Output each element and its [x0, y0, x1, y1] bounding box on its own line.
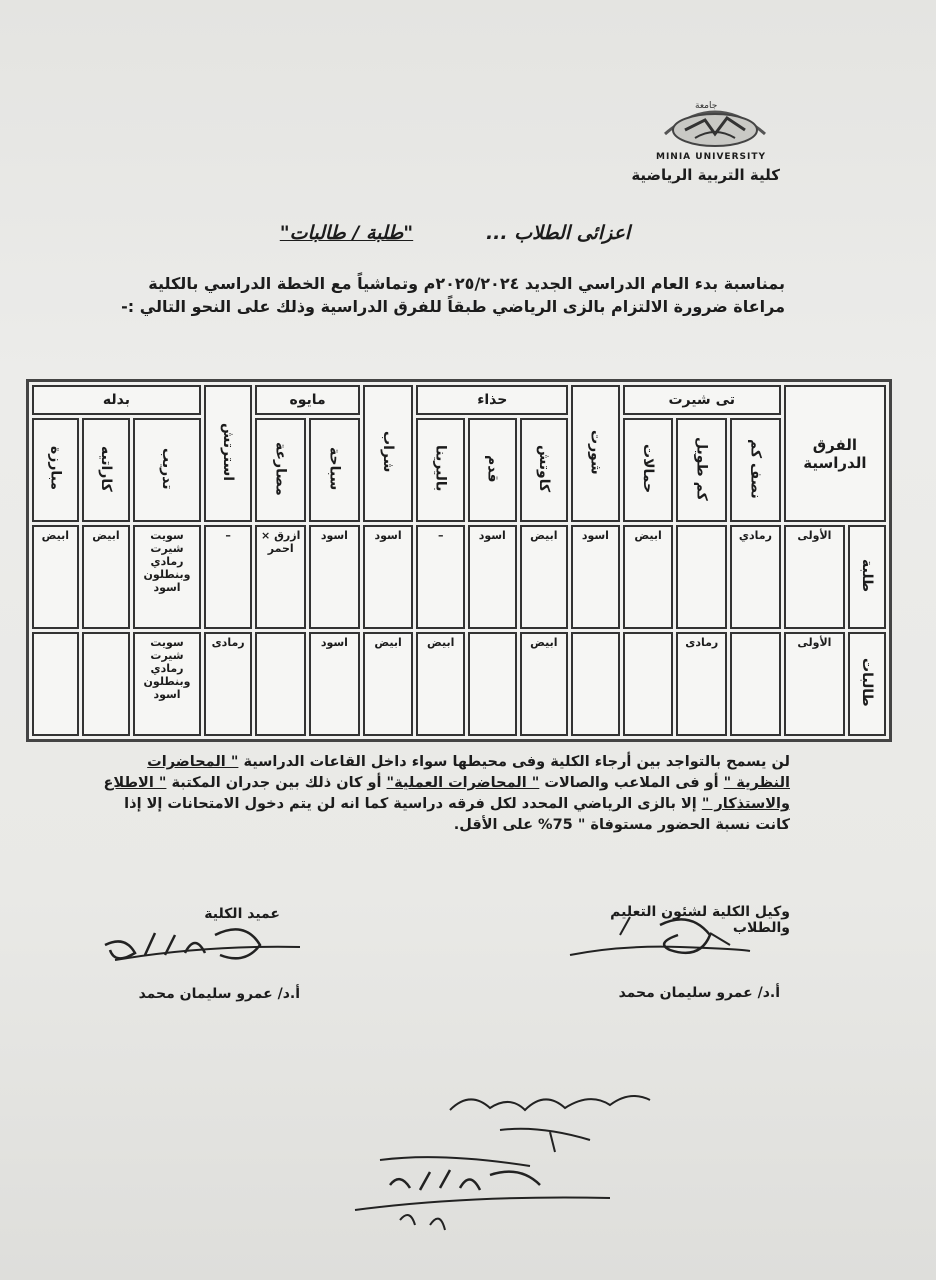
col-training: تدريب — [133, 418, 201, 522]
university-logo — [655, 96, 775, 158]
header-shorts: شورت — [571, 385, 620, 522]
cell: اسود — [309, 632, 360, 736]
rules-text-4: إلا بالزى الرياضي المحدد لكل فرقه دراسية كما انه لن يتم دخول الامتحانات إلا إذا كانت نسبة الحضور مستوفاة " 75% على الأقل. — [124, 796, 790, 833]
table-row — [32, 632, 886, 736]
col-fencing: مبارزة — [32, 418, 79, 522]
col-ballerina: باليرينا — [416, 418, 465, 522]
cell: ابيض — [363, 632, 414, 736]
rules-text-1: لن يسمح بالتواجد بين أرجاء الكلية وفى محيطها سواء داخل القاعات الدراسية — [243, 754, 790, 770]
header-tracksuit: استرتش — [204, 385, 253, 522]
uniform-table — [26, 379, 892, 742]
intro-paragraph: بمناسبة بدء العام الدراسي الجديد ٢٠٢٥/٢٠٢٤م وتماشياً مع الخطة الدراسي بالكلية مراعاة ضرورة الالتزام بالزى الرياضي طبقاً للفرق الدراسية وذلك على النحو التالي :- — [121, 274, 785, 316]
svg-text:جامعة: جامعة — [695, 101, 718, 111]
rules-paragraph — [100, 752, 790, 836]
vice-dean-role: وكيل الكلية لشئون التعليم والطلاب — [610, 904, 790, 936]
header-swimsuit: مايوه — [255, 385, 359, 415]
rules-text-2: أو فى الملاعب والصالات — [544, 775, 719, 791]
row-label-male: طلبة — [848, 525, 886, 629]
cell: ابيض — [32, 525, 79, 629]
cell: رمادى — [204, 632, 253, 736]
cell: ابيض — [520, 632, 569, 736]
cell — [468, 632, 517, 736]
salutation-prefix: اعزائى الطلاب ... — [485, 222, 631, 244]
dean-signature — [95, 915, 315, 995]
col-sneakers: كاوتش — [520, 418, 569, 522]
rules-library: " الاطلاع والاستذكار " — [103, 775, 790, 812]
cell: اسود — [468, 525, 517, 629]
cell — [730, 632, 781, 736]
cell: – — [416, 525, 465, 629]
cell: رمادي — [730, 525, 781, 629]
cell: اسود — [363, 525, 414, 629]
row-year: الأولى — [784, 525, 845, 629]
table-row — [32, 525, 886, 629]
rules-theory: " المحاضرات النظرية " — [147, 754, 790, 791]
faculty-name: كلية التربية الرياضية — [631, 166, 780, 184]
salutation — [240, 222, 670, 244]
header-suit: بدله — [32, 385, 201, 415]
cell: ابيض — [520, 525, 569, 629]
cell: ابيض — [416, 632, 465, 736]
cell: ابيض — [623, 525, 674, 629]
handwritten-note — [350, 1080, 670, 1240]
col-long-sleeve: كم طويل — [676, 418, 727, 522]
university-logo-text: MINIA UNIVERSITY — [655, 152, 766, 162]
cell — [255, 632, 306, 736]
col-sleeveless: حمالات — [623, 418, 674, 522]
vice-dean-signature — [560, 905, 760, 975]
cell: اسود — [309, 525, 360, 629]
header-tshirt: تى شيرت — [623, 385, 781, 415]
header-socks: شراب — [363, 385, 414, 522]
cell — [82, 632, 131, 736]
header-classes: الفرق الدراسية — [784, 385, 886, 522]
cell — [32, 632, 79, 736]
col-socks: قدم — [468, 418, 517, 522]
header-shoes: حذاء — [416, 385, 568, 415]
cell — [571, 632, 620, 736]
cell — [623, 632, 674, 736]
cell: ازرق × احمر — [255, 525, 306, 629]
vice-dean-name: أ.د/ عمرو سليمان محمد — [618, 985, 780, 1001]
cell — [676, 525, 727, 629]
col-half-sleeve: نصف كم — [730, 418, 781, 522]
cell: رمادى — [676, 632, 727, 736]
col-karate: كاراتيه — [82, 418, 131, 522]
cell: اسود — [571, 525, 620, 629]
dean-name: أ.د/ عمرو سليمان محمد — [138, 986, 300, 1002]
dean-role: عميد الكلية — [204, 906, 280, 922]
row-year: الأولى — [784, 632, 845, 736]
col-swimming: سباحة — [309, 418, 360, 522]
cell: سويت شيرت رمادي وبنطلون اسود — [133, 525, 201, 629]
col-wrestling: مصارعة — [255, 418, 306, 522]
cell: سويت شيرت رمادي وبنطلون اسود — [133, 632, 201, 736]
cell: – — [204, 525, 253, 629]
cell: ابيض — [82, 525, 131, 629]
rules-text-3: أو كان ذلك بين جدران المكتبة — [171, 775, 382, 791]
rules-practical: " المحاضرات العملية" — [386, 775, 540, 791]
salutation-target: "طلبة / طالبات" — [279, 222, 414, 244]
row-label-female: طالبات — [848, 632, 886, 736]
